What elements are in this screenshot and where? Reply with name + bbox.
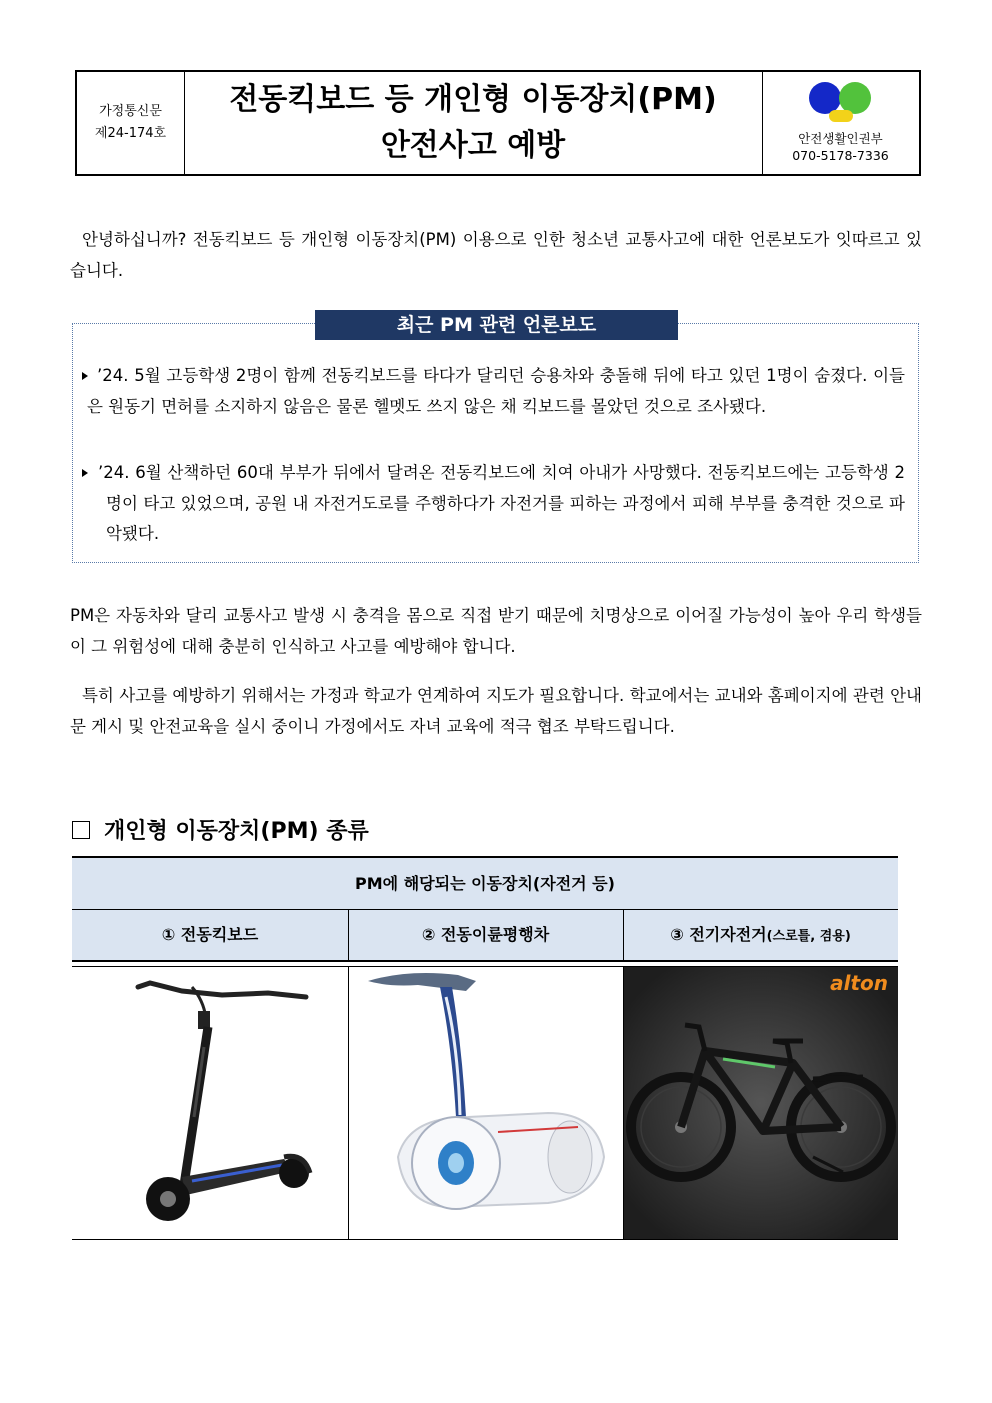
section-title: 개인형 이동장치(PM) 종류: [72, 815, 369, 849]
bullet-icon: [82, 469, 88, 477]
column-header-ebike: ③ 전기자전거(스로틀, 겸용): [670, 925, 851, 944]
table-column-headers: [72, 910, 898, 962]
checkbox-square-icon: [72, 821, 90, 839]
news-heading: 최근 PM 관련 언론보도: [315, 310, 678, 340]
intro-paragraph: 안녕하십니까? 전동킥보드 등 개인형 이동장치(PM) 이용으로 인한 청소년 교통사고에 대한 언론보도가 잇따르고 있습니다.: [70, 230, 922, 280]
image-electric-balance-vehicle: [348, 967, 623, 1239]
document-title: [184, 72, 763, 174]
brand-label: alton: [830, 971, 888, 995]
image-electric-kickboard: [72, 967, 348, 1239]
school-logo: [809, 82, 873, 124]
issue-info: [77, 72, 185, 174]
column-header-kickboard: ① 전동킥보드: [161, 925, 259, 944]
issue-type: 가정통신문: [99, 104, 162, 119]
title-line-1: 전동킥보드 등 개인형 이동장치(PM): [229, 82, 717, 117]
department-name: 안전생활인권부: [798, 131, 883, 146]
image-electric-bicycle: [623, 967, 898, 1239]
department-phone: 070-5178-7336: [792, 148, 889, 163]
paragraph-prevention: 특히 사고를 예방하기 위해서는 가정과 학교가 연계하여 지도가 필요합니다. 학교에서는 교내와 홈페이지에 관련 안내문 게시 및 안전교육을 실시 중이니 가정에서도 자녀 교육에 적극 협조 부탁드립니다.: [70, 686, 922, 736]
notice-header: [75, 70, 921, 176]
paragraph-risk: PM은 자동차와 달리 교통사고 발생 시 충격을 몸으로 직접 받기 때문에 치명상으로 이어질 가능성이 높아 우리 학생들이 그 위험성에 대해 충분히 인식하고 사고를 예방해야 합니다.: [70, 606, 922, 656]
news-item-2: ’24. 6월 산책하던 60대 부부가 뒤에서 달려온 전동킥보드에 치여 아내가 사망했다. 전동킥보드에는 고등학생 2명이 타고 있었으며, 공원 내 자전거도로를 주행하다가 자전거를 피하는 과정에서 피해 부부를 충격한 것으로 파악됐다.: [98, 463, 905, 543]
department-info: [762, 72, 919, 174]
table-image-row: [72, 966, 898, 1240]
table-header: PM에 해당되는 이동장치(자전거 등): [72, 856, 898, 910]
issue-number: 제24-174호: [94, 126, 167, 141]
column-header-balance-vehicle: ② 전동이륜평행차: [421, 925, 550, 944]
title-line-2: 안전사고 예방: [380, 128, 566, 163]
news-item-1: ’24. 5월 고등학생 2명이 함께 전동킥보드를 타다가 달리던 승용차와 충돌해 뒤에 타고 있던 1명이 숨졌다. 이들은 원동기 면허를 소지하지 않음은 물론 헬멧도 쓰지 않은 채 킥보드를 몰았던 것으로 조사됐다.: [87, 366, 905, 416]
